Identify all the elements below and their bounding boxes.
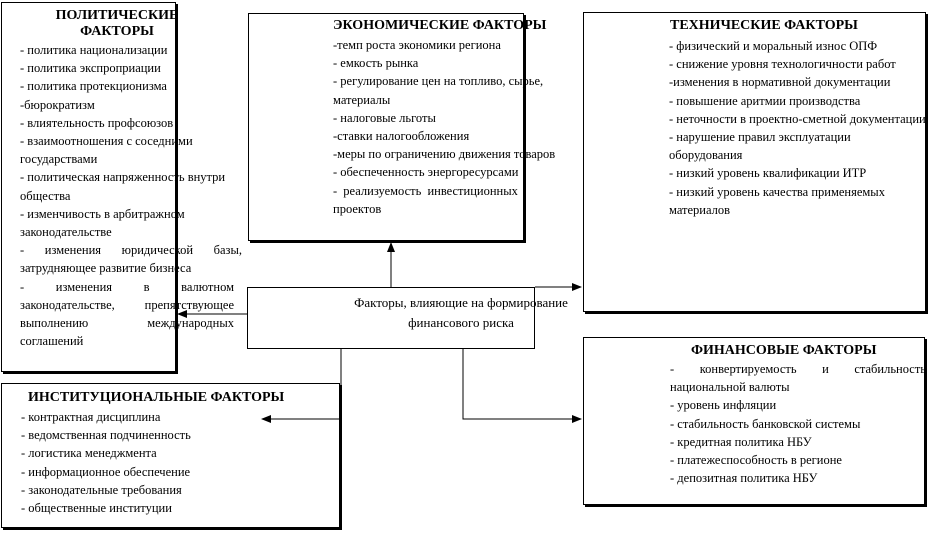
arrow-to-institutional	[262, 349, 341, 419]
list-item: - влиятельность профсоюзов	[20, 115, 174, 130]
list-item: - емкость рынка	[333, 56, 419, 71]
financial-factors-title: ФИНАНСОВЫЕ ФАКТОРЫ	[691, 343, 877, 358]
list-item: - стабильность банковской системы	[670, 416, 861, 431]
list-item: -бюрократизм	[20, 97, 95, 112]
list-item: - изменения в валютном законодательстве, препятствующее выполнению международных соглашений	[20, 279, 234, 349]
list-item: - политическая напряженность внутри общества	[20, 170, 226, 203]
list-item: -темп роста экономики региона	[333, 38, 501, 52]
list-item: - физический и моральный износ ОПФ	[669, 39, 878, 53]
list-item: - депозитная политика НБУ	[670, 471, 818, 486]
list-item: - уровень инфляции	[670, 398, 777, 413]
list-item: - неточности в проектно-сметной документации	[669, 111, 926, 126]
list-item: - кредитная политика НБУ	[670, 434, 812, 449]
list-item: - регулирование цен на топливо, сырье, материалы	[333, 74, 544, 107]
list-item: - снижение уровня технологичности работ	[669, 57, 896, 72]
list-item: - нарушение правил эксплуатации оборудования	[669, 130, 851, 163]
list-item: - взаимоотношения с соседними государствами	[20, 134, 193, 167]
list-item: - конвертируемость и стабильность национальной валюты	[670, 362, 926, 395]
list-item: - налоговые льготы	[333, 110, 436, 125]
list-item: - контрактная дисциплина	[21, 410, 161, 424]
list-item: - обеспеченность энергоресурсами	[333, 165, 519, 180]
list-item: - низкий уровень качества применяемых материалов	[669, 184, 885, 217]
list-item: - политика протекционизма	[20, 79, 167, 94]
list-item: - политика экспроприации	[20, 61, 161, 76]
list-item: - платежеспособность в регионе	[670, 453, 842, 468]
list-item: - общественные институции	[21, 501, 172, 516]
institutional-factors-title: ИНСТИТУЦИОНАЛЬНЫЕ ФАКТОРЫ	[28, 390, 285, 405]
list-item: - политика национализации	[20, 43, 168, 57]
political-title-line2: ФАКТОРЫ	[80, 24, 154, 39]
technical-factors-title: ТЕХНИЧЕСКИЕ ФАКТОРЫ	[670, 18, 858, 33]
arrow-to-financial	[463, 349, 581, 419]
list-item: - логистика менеджмента	[21, 446, 157, 461]
central-label-line1: Факторы, влияющие на формирование	[354, 295, 568, 310]
list-item: - реализуемость инвестиционных проектов	[333, 183, 518, 216]
list-item: - законодательные требования	[21, 482, 182, 497]
central-label-line2: финансового риска	[408, 315, 514, 330]
list-item: -ставки налогообложения	[333, 129, 470, 144]
list-item: - низкий уровень квалификации ИТР	[669, 166, 867, 181]
list-item: - ведомственная подчиненность	[21, 428, 191, 443]
economic-factors-title: ЭКОНОМИЧЕСКИЕ ФАКТОРЫ	[333, 18, 547, 33]
list-item: - изменчивость в арбитражном законодательстве	[20, 206, 185, 240]
list-item: - изменения юридической базы, затрудняющее развитие бизнеса	[20, 243, 242, 276]
list-item: -меры по ограничению движения товаров	[333, 147, 556, 162]
political-title-line1: ПОЛИТИЧЕСКИЕ	[55, 8, 179, 23]
list-item: -изменения в нормативной документации	[669, 75, 891, 90]
list-item: - информационное обеспечение	[21, 464, 191, 479]
list-item: - повышение аритмии производства	[669, 93, 861, 108]
